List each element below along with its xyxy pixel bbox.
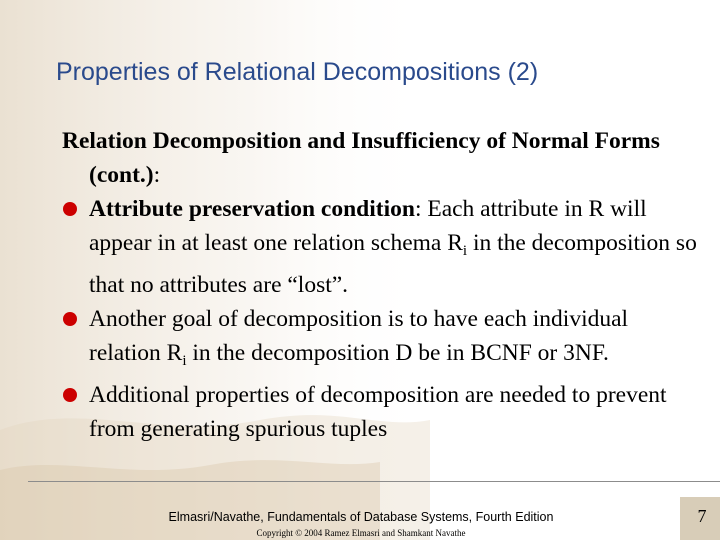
bullet-dot-icon — [63, 202, 77, 216]
bullet-dot-icon — [63, 388, 77, 402]
bullet-attribute-preservation — [62, 192, 702, 302]
bullet-text-part-a: Another goal of decomposition is to have each individual relation R — [89, 306, 629, 366]
footer-divider — [28, 481, 720, 482]
subscript-i: i — [182, 353, 187, 369]
footer-copyright: Copyright © 2004 Ramez Elmasri and Shamkant Navathe — [256, 528, 466, 538]
slide-body — [62, 124, 702, 446]
bullet-text-part-b: in the decomposition D be in BCNF or 3NF. — [186, 340, 609, 366]
intro-title: Relation Decomposition and Insufficiency of Normal Forms (cont.) — [62, 128, 660, 188]
intro-colon: : — [153, 162, 161, 188]
subscript-i: i — [462, 243, 468, 259]
bullet-bold-label: Attribute preservation condition — [89, 196, 415, 222]
footer-book-citation: Elmasri/Navathe, Fundamentals of Database Systems, Fourth Edition — [168, 510, 554, 524]
intro-paragraph — [62, 124, 702, 192]
bullet-text: Additional properties of decomposition are needed to prevent from generating spurious tuples — [89, 382, 667, 442]
bullet-decomposition-goal — [62, 302, 702, 378]
bullet-dot-icon — [63, 312, 77, 326]
page-number: 7 — [697, 506, 707, 526]
bullet-additional-properties — [62, 378, 702, 446]
bullet-text-part-b: in the decomposition so that no attributes are “lost”. — [89, 230, 697, 298]
slide-title: Properties of Relational Decompositions (2) — [56, 58, 539, 86]
bullet-text-part-a: : Each attribute in R will appear in at least one relation schema R — [89, 196, 647, 256]
